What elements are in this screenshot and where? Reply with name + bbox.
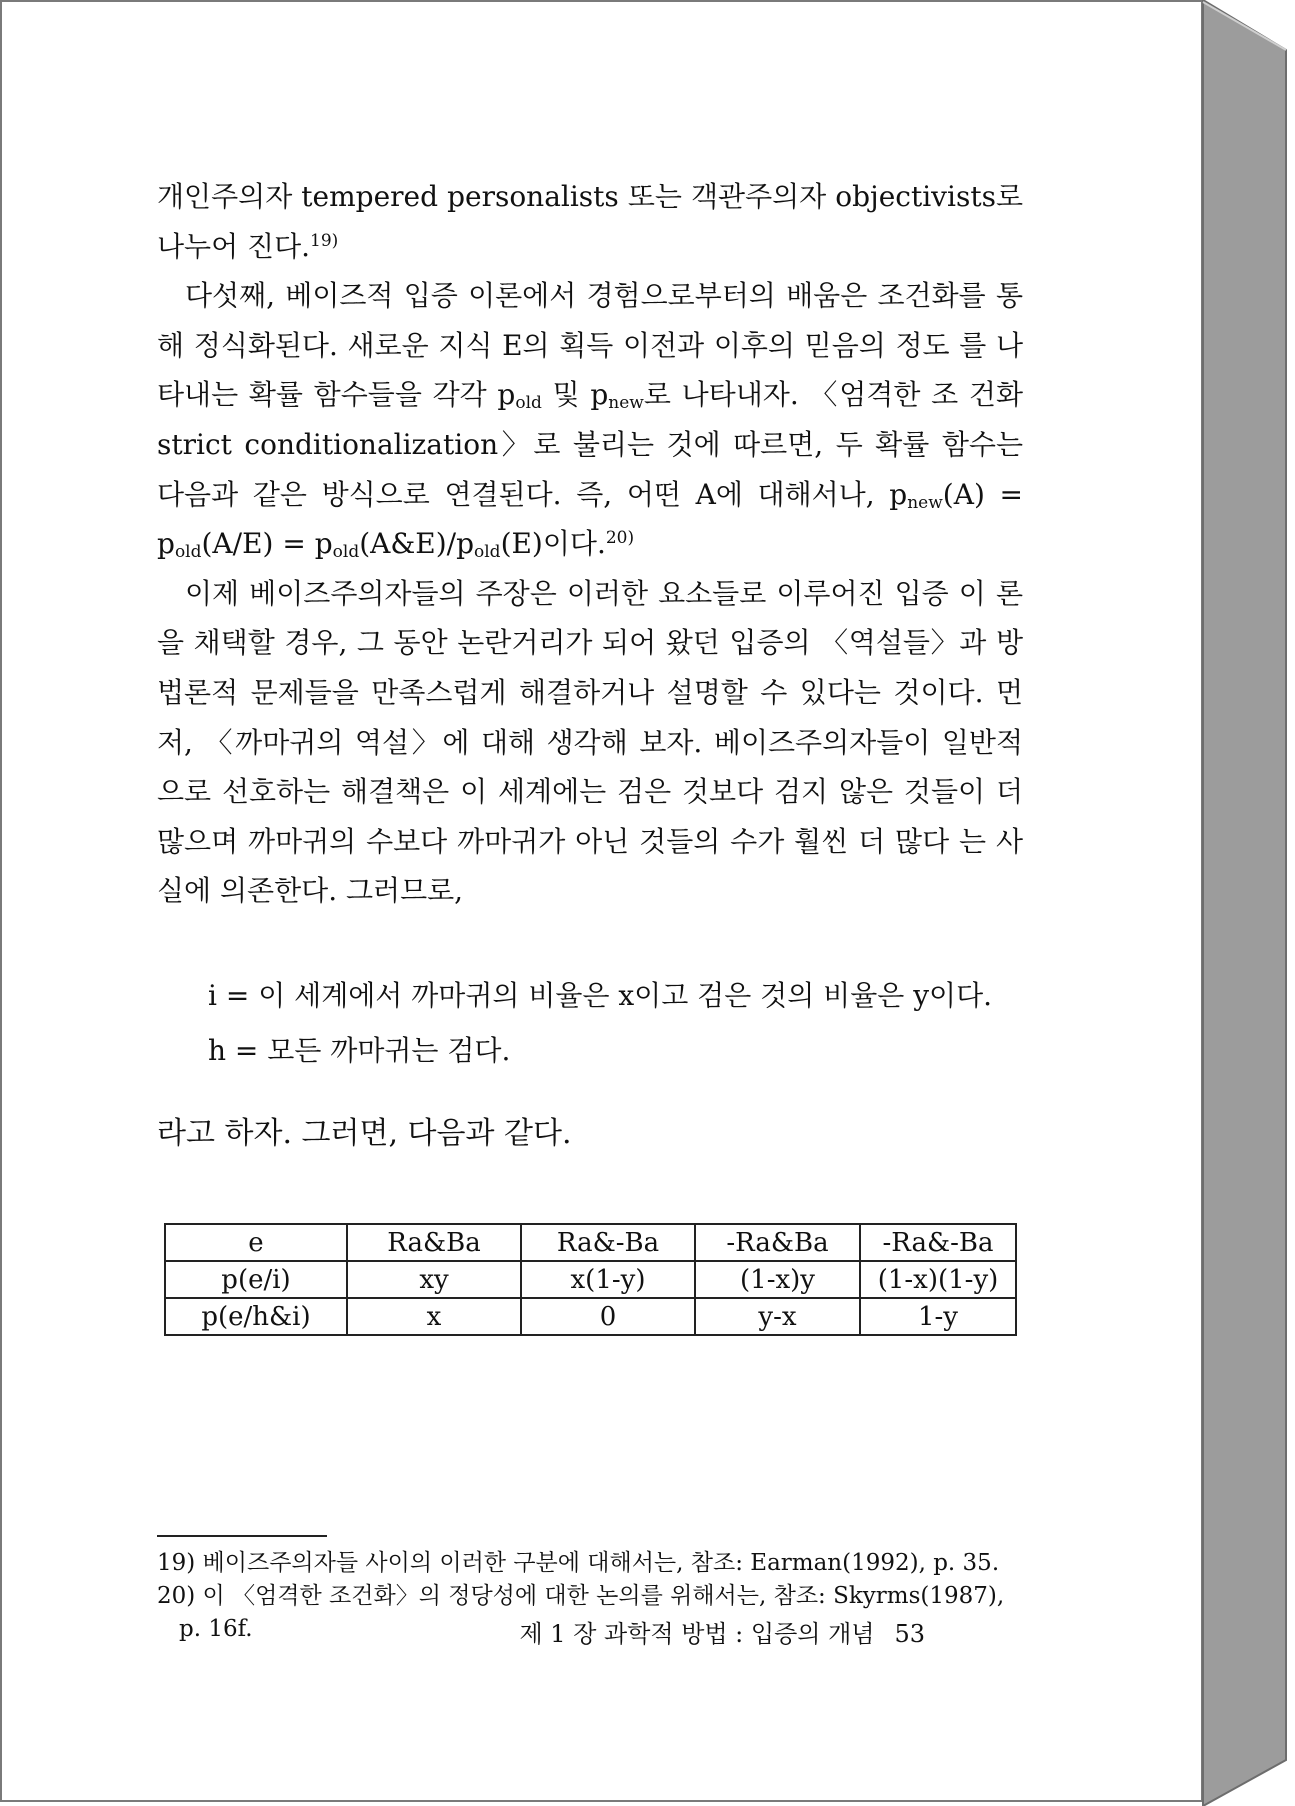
- table-cell: xy: [347, 1261, 521, 1298]
- probability-table: [164, 1223, 1017, 1336]
- table-header-cell: Ra&Ba: [347, 1224, 521, 1261]
- table-cell: (1-x)y: [695, 1261, 860, 1298]
- definition-i: i = 이 세계에서 까마귀의 비율은 x이고 검은 것의 비율은 y이다.: [208, 979, 993, 1012]
- text-line: 먼저, 〈까마귀의 역설〉에 대해 생각해 보자. 베이즈주의자들이 일반적: [157, 675, 1023, 759]
- text-line: 개인주의자 tempered personalists 또는 객관주의자 objectivists로 나누어: [157, 180, 1023, 263]
- text-line: 다음과 같은 방식으로 연결된다. 즉, 어떤 A에 대해서나, $p_{new}(A)$ =: [157, 477, 1023, 513]
- paragraph-1: [157, 172, 1023, 271]
- footnote-divider: [157, 1535, 327, 1537]
- text-line: 진다.$^{19)}$: [247, 229, 339, 263]
- text-line: 론을 채택할 경우, 그 동안 논란거리가 되어 왔던 입증의 〈역설들〉과: [157, 576, 1023, 660]
- paragraph-2: [157, 271, 1023, 569]
- text-line: 통해 정식화된다. 새로운 지식 E의 획득 이전과 이후의 믿음의 정도: [157, 279, 1023, 362]
- table-header-cell: -Ra&Ba: [695, 1224, 860, 1261]
- table-row: [165, 1298, 1016, 1335]
- text-line: 건화 strict conditionalization〉로 불리는 것에 따르면, 두 확률 함수는: [157, 378, 1023, 461]
- table-cell: x: [347, 1298, 521, 1335]
- table-header-cell: -Ra&-Ba: [860, 1224, 1016, 1261]
- follow-text: 라고 하자. 그러면, 다음과 같다.: [157, 1116, 572, 1151]
- table-cell: x(1-y): [521, 1261, 695, 1298]
- definition-h: h = 모든 까마귀는 검다.: [208, 1034, 511, 1067]
- table-header-cell: e: [165, 1224, 347, 1261]
- footnote-20-continued: p. 16f.: [179, 1616, 253, 1642]
- table-cell: (1-x)(1-y): [860, 1261, 1016, 1298]
- page-number: 53: [894, 1620, 925, 1648]
- text-line: 더 많으며 까마귀의 수보다 까마귀가 아닌 것들의 수가 훨씬 더 많다: [157, 775, 1023, 858]
- text-line: 를 나타내는 확률 함수들을 각각 $p_{old}$ 및 $p_{new}$로 나타내자. 〈엄격한 조: [157, 328, 1023, 414]
- text-line: $p_{old}(A/E)$ = $p_{old}(A\&E)/p_{old}(E)$이다.$^{20)}$: [157, 527, 635, 563]
- paragraph-3: [157, 569, 1023, 916]
- text-line: 다섯째, 베이즈적 입증 이론에서 경험으로부터의 배움은 조건화를: [185, 279, 996, 313]
- table-header-cell: Ra&-Ba: [521, 1224, 695, 1261]
- table-header-row: [165, 1224, 1016, 1261]
- running-title: 제 1 장 과학적 방법 : 입증의 개념: [519, 1620, 875, 1648]
- table-cell: 1-y: [860, 1298, 1016, 1335]
- table-row: [165, 1261, 1016, 1298]
- footnote-20: 20) 이 〈엄격한 조건화〉의 정당성에 대한 논의를 위해서는, 참조: Skyrms(1987),: [157, 1583, 1005, 1609]
- page-footer: [519, 1617, 925, 1651]
- table-cell: 0: [521, 1298, 695, 1335]
- table-cell: y-x: [695, 1298, 860, 1335]
- table-cell: p(e/h&i): [165, 1298, 347, 1335]
- text-line: 방법론적 문제들을 만족스럽게 해결하거나 설명할 수 있다는 것이다.: [157, 626, 1023, 709]
- text-line: 으로 선호하는 해결책은 이 세계에는 검은 것보다 검지 않은 것들이: [157, 775, 996, 809]
- text-line: 이제 베이즈주의자들의 주장은 이러한 요소들로 이루어진 입증 이: [185, 576, 996, 610]
- definitions: [208, 968, 992, 1078]
- body-text: [157, 172, 1023, 916]
- table-cell: p(e/i): [165, 1261, 347, 1298]
- footnote-19: 19) 베이즈주의자들 사이의 이러한 구분에 대해서는, 참조: Earman(1992), p. 35.: [157, 1550, 1000, 1576]
- text-line: 는 사실에 의존한다. 그러므로,: [157, 824, 1023, 908]
